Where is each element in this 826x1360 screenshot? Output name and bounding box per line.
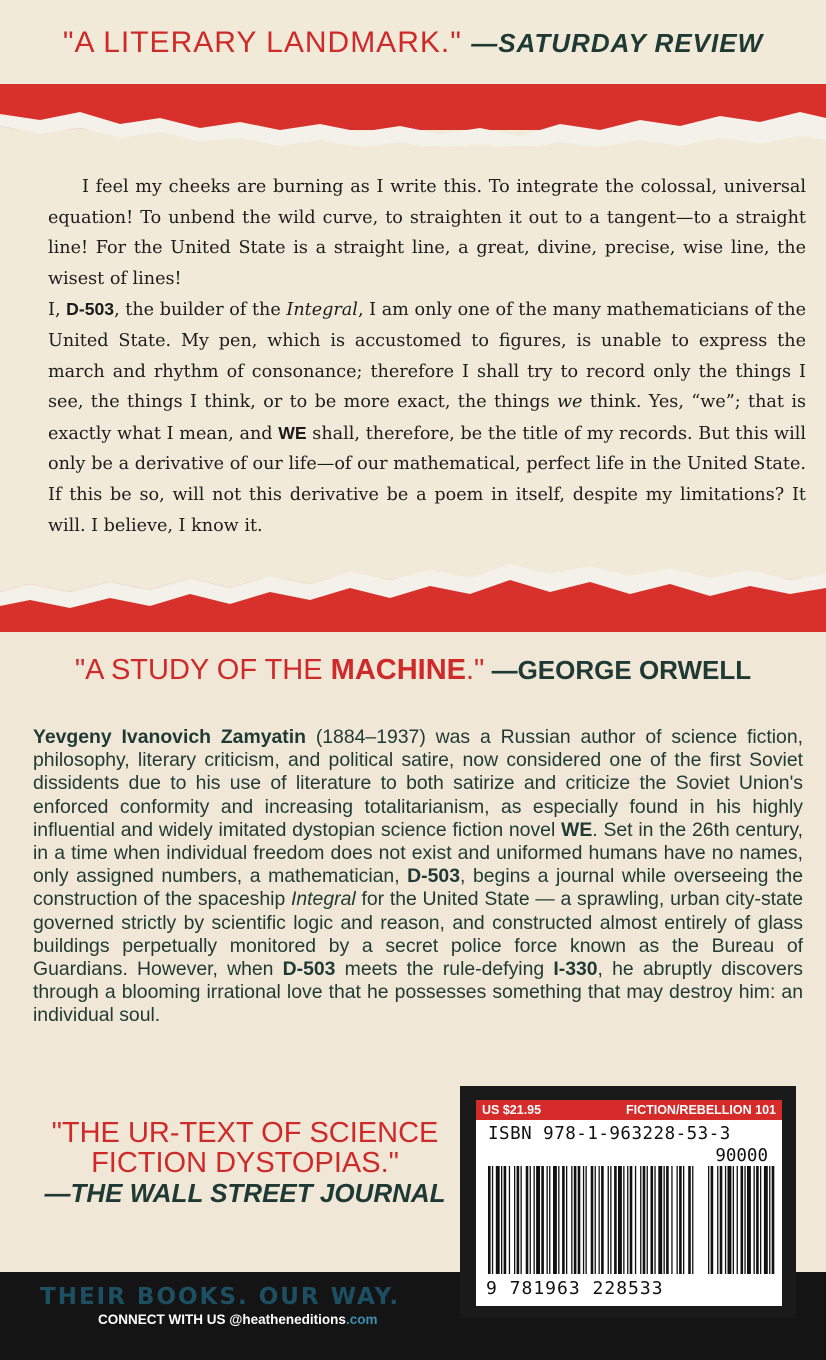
- barcode-bar: [526, 1166, 529, 1274]
- barcode-bar: [623, 1166, 624, 1274]
- barcode-bar: [679, 1166, 682, 1274]
- we-title: WE: [278, 422, 307, 443]
- addon-barcode-bar: [754, 1166, 755, 1274]
- addon-barcode-bar: [728, 1166, 732, 1274]
- top-quote-text: "A LITERARY LANDMARK.": [62, 26, 462, 59]
- barcode-bar: [496, 1166, 500, 1274]
- addon-barcode-bar: [769, 1166, 770, 1274]
- barcode-bar: [635, 1166, 636, 1274]
- addon-barcode-bar: [741, 1166, 744, 1274]
- barcode-bar: [501, 1166, 502, 1274]
- addon-barcode-bar: [760, 1166, 761, 1274]
- barcode-bar: [651, 1166, 654, 1274]
- addon-barcode-bar: [717, 1166, 718, 1274]
- wsj-quote: [40, 1118, 450, 1208]
- top-quote-source: —SATURDAY REVIEW: [471, 28, 764, 58]
- barcode-bar: [599, 1166, 600, 1274]
- wsj-quote-source: —THE WALL STREET JOURNAL: [44, 1178, 446, 1208]
- barcode-bar: [509, 1166, 510, 1274]
- barcode-panel: [476, 1100, 782, 1306]
- addon-barcode-bar: [772, 1166, 775, 1274]
- price-bar: [476, 1100, 782, 1120]
- barcode-bar: [677, 1166, 678, 1274]
- barcode-bar: [654, 1166, 655, 1274]
- barcode-bar: [536, 1166, 540, 1274]
- barcode-bar: [614, 1166, 617, 1274]
- author-name: Yevgeny Ivanovich Zamyatin: [33, 726, 306, 748]
- barcode-bar: [627, 1166, 628, 1274]
- barcode-bar: [562, 1166, 565, 1274]
- barcode-bar: [504, 1166, 507, 1274]
- barcode-bar: [664, 1166, 665, 1274]
- barcode-bar: [591, 1166, 594, 1274]
- barcode-bar: [488, 1166, 491, 1274]
- we-title-bio: WE: [561, 818, 593, 841]
- addon-barcode-bar: [756, 1166, 759, 1274]
- barcode-box: [460, 1086, 796, 1318]
- barcode-bar: [658, 1166, 662, 1274]
- excerpt-paragraph-1: I feel my cheeks are burning as I write this. To integrate the colossal, universal equation! To unbend the wild curve, to straighten it out to a tangent—to a straight line! For the United State is a straight line, a great, divine, precise, wise line, the wisest of lines!: [48, 177, 806, 289]
- addon-barcode-bar: [733, 1166, 734, 1274]
- orwell-quote-source: —GEORGE ORWELL: [484, 655, 752, 685]
- barcode-bar: [514, 1166, 515, 1274]
- addon-barcode-bar: [764, 1166, 768, 1274]
- barcode-bar: [630, 1166, 633, 1274]
- barcode-bar: [521, 1166, 522, 1274]
- barcode-bar: [547, 1166, 548, 1274]
- barcode-bar: [601, 1166, 604, 1274]
- addon-barcode-bar: [720, 1166, 723, 1274]
- barcode-bar: [541, 1166, 544, 1274]
- barcode-bar: [640, 1166, 641, 1274]
- barcode-bar: [666, 1166, 669, 1274]
- social-handle[interactable]: @heatheneditions: [229, 1312, 346, 1327]
- category-label: FICTION/REBELLION 101: [625, 1103, 776, 1117]
- barcode-bar: [578, 1166, 581, 1274]
- top-torn-band: [0, 84, 826, 164]
- excerpt: [48, 172, 806, 541]
- barcode-bar: [574, 1166, 577, 1274]
- top-quote: [0, 26, 826, 60]
- isbn-number: ISBN 978-1-963228-53-3: [488, 1124, 731, 1144]
- barcode-bar: [553, 1166, 557, 1274]
- machine-word: MACHINE: [330, 654, 466, 686]
- addon-barcode-bar: [747, 1166, 751, 1274]
- integral-title: Integral: [286, 300, 358, 321]
- excerpt-paragraph-2: I, D-503, the builder of the Integral, I am only one of the many mathematicians of the United State. My pen, which is accustomed to figures, is unable to express the march and rhythm of consonance; therefore I shall try to record only the things I see, the things I think, or to be more exact, the things we think. Yes, “we”; that is exactly what I mean, and WE shall, therefore, be the title of my records. But this will only be a derivative of our life—of our mathematical, perfect life in the United State. If this be so, will not this derivative be a poem in itself, despite my limitations? It will. I believe, I know it.: [48, 299, 807, 536]
- barcode-bar: [671, 1166, 672, 1274]
- barcode-bar: [558, 1166, 559, 1274]
- barcode-graphic: [484, 1166, 776, 1278]
- author-bio: Yevgeny Ivanovich Zamyatin (1884–1937) was a Russian author of science fiction, philosophy, literary criticism, and political satire, now considered one of the first Soviet dissidents due to his use of literature to both satirize and criticize the Soviet Union's enforced conformity and increasing totalitarianism, as especially found in his highly influential and widely imitated dystopian science fiction novel WE. Set in the 26th century, in a time when individual freedom does not exist and uniformed humans have no names, only assigned numbers, a mathematician, D-503, begins a journal while overseeing the construction of the spaceship Integral for the United State — a sprawling, urban city-state governed strictly by scientific logic and reason, and constructed almost entirely of glass buildings perpetually monitored by a secret police force known as the Bureau of Guardians. However, when D-503 meets the rule-defying I-330, he abruptly discovers through a blooming irrational love that he possesses something that may destroy him: an individual soul.: [33, 726, 803, 1027]
- barcode-bar: [517, 1166, 520, 1274]
- price-label: US $21.95: [482, 1103, 542, 1117]
- barcode-bar: [647, 1166, 648, 1274]
- barcode-bar: [530, 1166, 531, 1274]
- barcode-digits: 9 781963 228533: [486, 1278, 664, 1299]
- addon-barcode-bar: [711, 1166, 714, 1274]
- barcode-bar: [610, 1166, 611, 1274]
- wsj-quote-line2: FICTION DYSTOPIAS.": [91, 1147, 399, 1179]
- publisher-slogan: THEIR BOOKS. OUR WAY.: [40, 1284, 401, 1310]
- bottom-torn-band: [0, 548, 826, 634]
- addon-barcode-bar: [725, 1166, 726, 1274]
- price-addon-code: 90000: [715, 1146, 768, 1166]
- addon-barcode-bar: [708, 1166, 709, 1274]
- barcode-bar: [692, 1166, 693, 1274]
- d503-code: D-503: [66, 299, 115, 320]
- barcode-bar: [583, 1166, 584, 1274]
- barcode-bar: [643, 1166, 646, 1274]
- barcode-bar: [549, 1166, 550, 1274]
- barcode-bar: [534, 1166, 535, 1274]
- barcode-bar: [492, 1166, 493, 1274]
- barcode-bar: [683, 1166, 684, 1274]
- barcode-bar: [688, 1166, 691, 1274]
- barcode-bar: [618, 1166, 622, 1274]
- barcode-bar: [595, 1166, 596, 1274]
- orwell-quote: "A STUDY OF THE MACHINE." —GEORGE ORWELL: [74, 654, 752, 686]
- wsj-quote-line1: "THE UR-TEXT OF SCIENCE: [51, 1117, 439, 1149]
- addon-barcode-bar: [737, 1166, 738, 1274]
- addon-barcode-bar: [744, 1166, 745, 1274]
- barcode-bar: [566, 1166, 567, 1274]
- barcode-bar: [608, 1166, 609, 1274]
- connect-line: CONNECT WITH US @heatheneditions.com: [98, 1312, 378, 1327]
- barcode-bar: [586, 1166, 587, 1274]
- barcode-bar: [571, 1166, 572, 1274]
